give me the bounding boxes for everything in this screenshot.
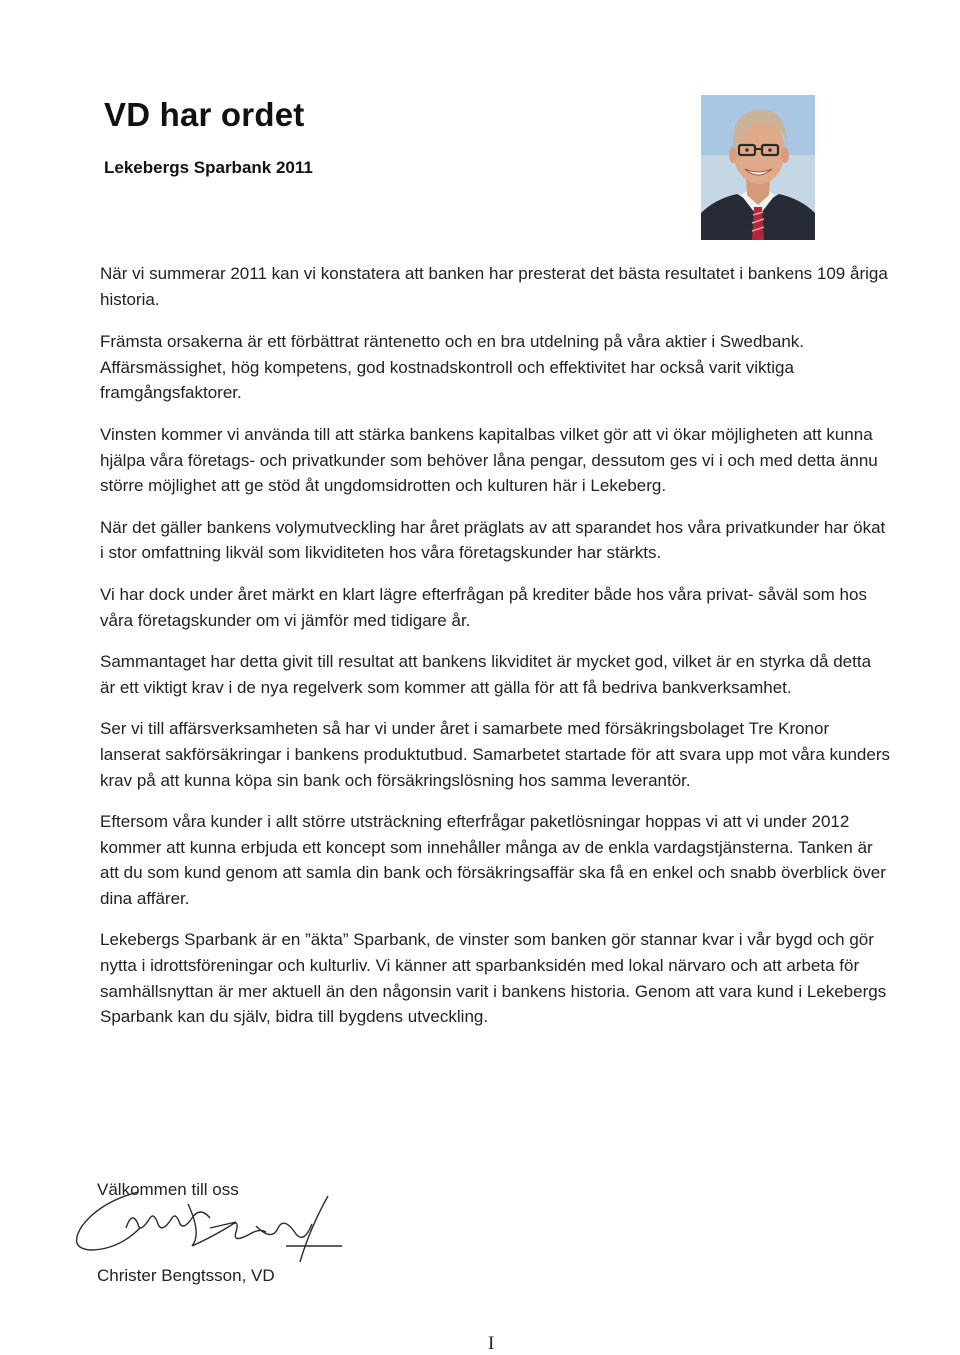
portrait-photo	[701, 95, 815, 240]
paragraph-1: När vi summerar 2011 kan vi konstatera att banken har presterat det bästa resultatet i bankens 109 åriga historia.	[100, 264, 888, 309]
paragraph-6: Sammantaget har detta givit till resultat att bankens likviditet är mycket god, vilket är en styrka då detta är ett viktigt krav i de nya regelverk som kommer att gälla för att få bedriva bankverksamhet.	[100, 652, 872, 697]
paragraph-5: Vi har dock under året märkt en klart lägre efterfrågan på krediter både hos våra privat- såväl som hos våra företagskunder om vi jämför med tidigare år.	[100, 584, 867, 630]
paragraph-4: När det gäller bankens volymutveckling har året präglats av att sparandet hos våra privatkunder har ökat i stor omfattning likväl som likviditeten hos våra företagskunder har stärkts.	[100, 517, 886, 563]
paragraph-2: Främsta orsakerna är ett förbättrat räntenetto och en bra utdelning på våra aktier i Swedbank. Affärsmässighet, hög kompetens, god kostnadskontroll och effektivitet har också varit viktiga framgångsfaktorer.	[100, 332, 804, 403]
portrait-illustration	[701, 95, 815, 240]
letter-body	[100, 261, 890, 1046]
signer-name: Christer Bengtsson, VD	[97, 1266, 275, 1285]
paragraph-7: Ser vi till affärsverksamheten så har vi under året i samarbete med försäkringsbolaget Tre Kronor lanserat sakförsäkringar i bankens produktutbud. Samarbetet startade för att svara upp mot våra kunders krav på att kunna köpa sin bank och försäkringslösning hos samma leverantör.	[100, 719, 890, 790]
page-title: VD har ordet	[104, 96, 305, 133]
closing-greeting: Välkommen till oss	[97, 1180, 239, 1199]
page-subtitle: Lekebergs Sparbank 2011	[104, 158, 313, 177]
paragraph-3: Vinsten kommer vi använda till att stärka bankens kapitalbas vilket gör att vi ökar möjligheten att kunna hjälpa våra företags- och privatkunder som behöver låna pengar, dessutom ges vi i och med detta ännu större möjlighet att ge stöd åt ungdomsidrotten och kulturen här i Lekeberg.	[100, 424, 878, 496]
paragraph-9: Lekebergs Sparbank är en ”äkta” Sparbank, de vinster som banken gör stannar kvar i vår bygd och gör nytta i idrottsföreningar och kulturliv. Vi känner att sparbanksidén med lokal närvaro och att arbeta för samhällsnyttan är mer aktuell än den någonsin varit i bankens historia. Genom att vara kund i Lekebergs Sparbank kan du själv, bidra till bygdens utveckling.	[100, 930, 887, 1027]
page-number: I	[488, 1333, 495, 1354]
paragraph-8: Eftersom våra kunder i allt större utsträckning efterfrågar paketlösningar hoppas vi att vi under 2012 kommer att kunna erbjuda ett koncept som innehåller många av de enkla vardagstjänsterna. Tanken är att du som kund genom att samla din bank och försäkringsaffär ska få en enkel och snabb överblick över dina affärer.	[100, 812, 886, 908]
